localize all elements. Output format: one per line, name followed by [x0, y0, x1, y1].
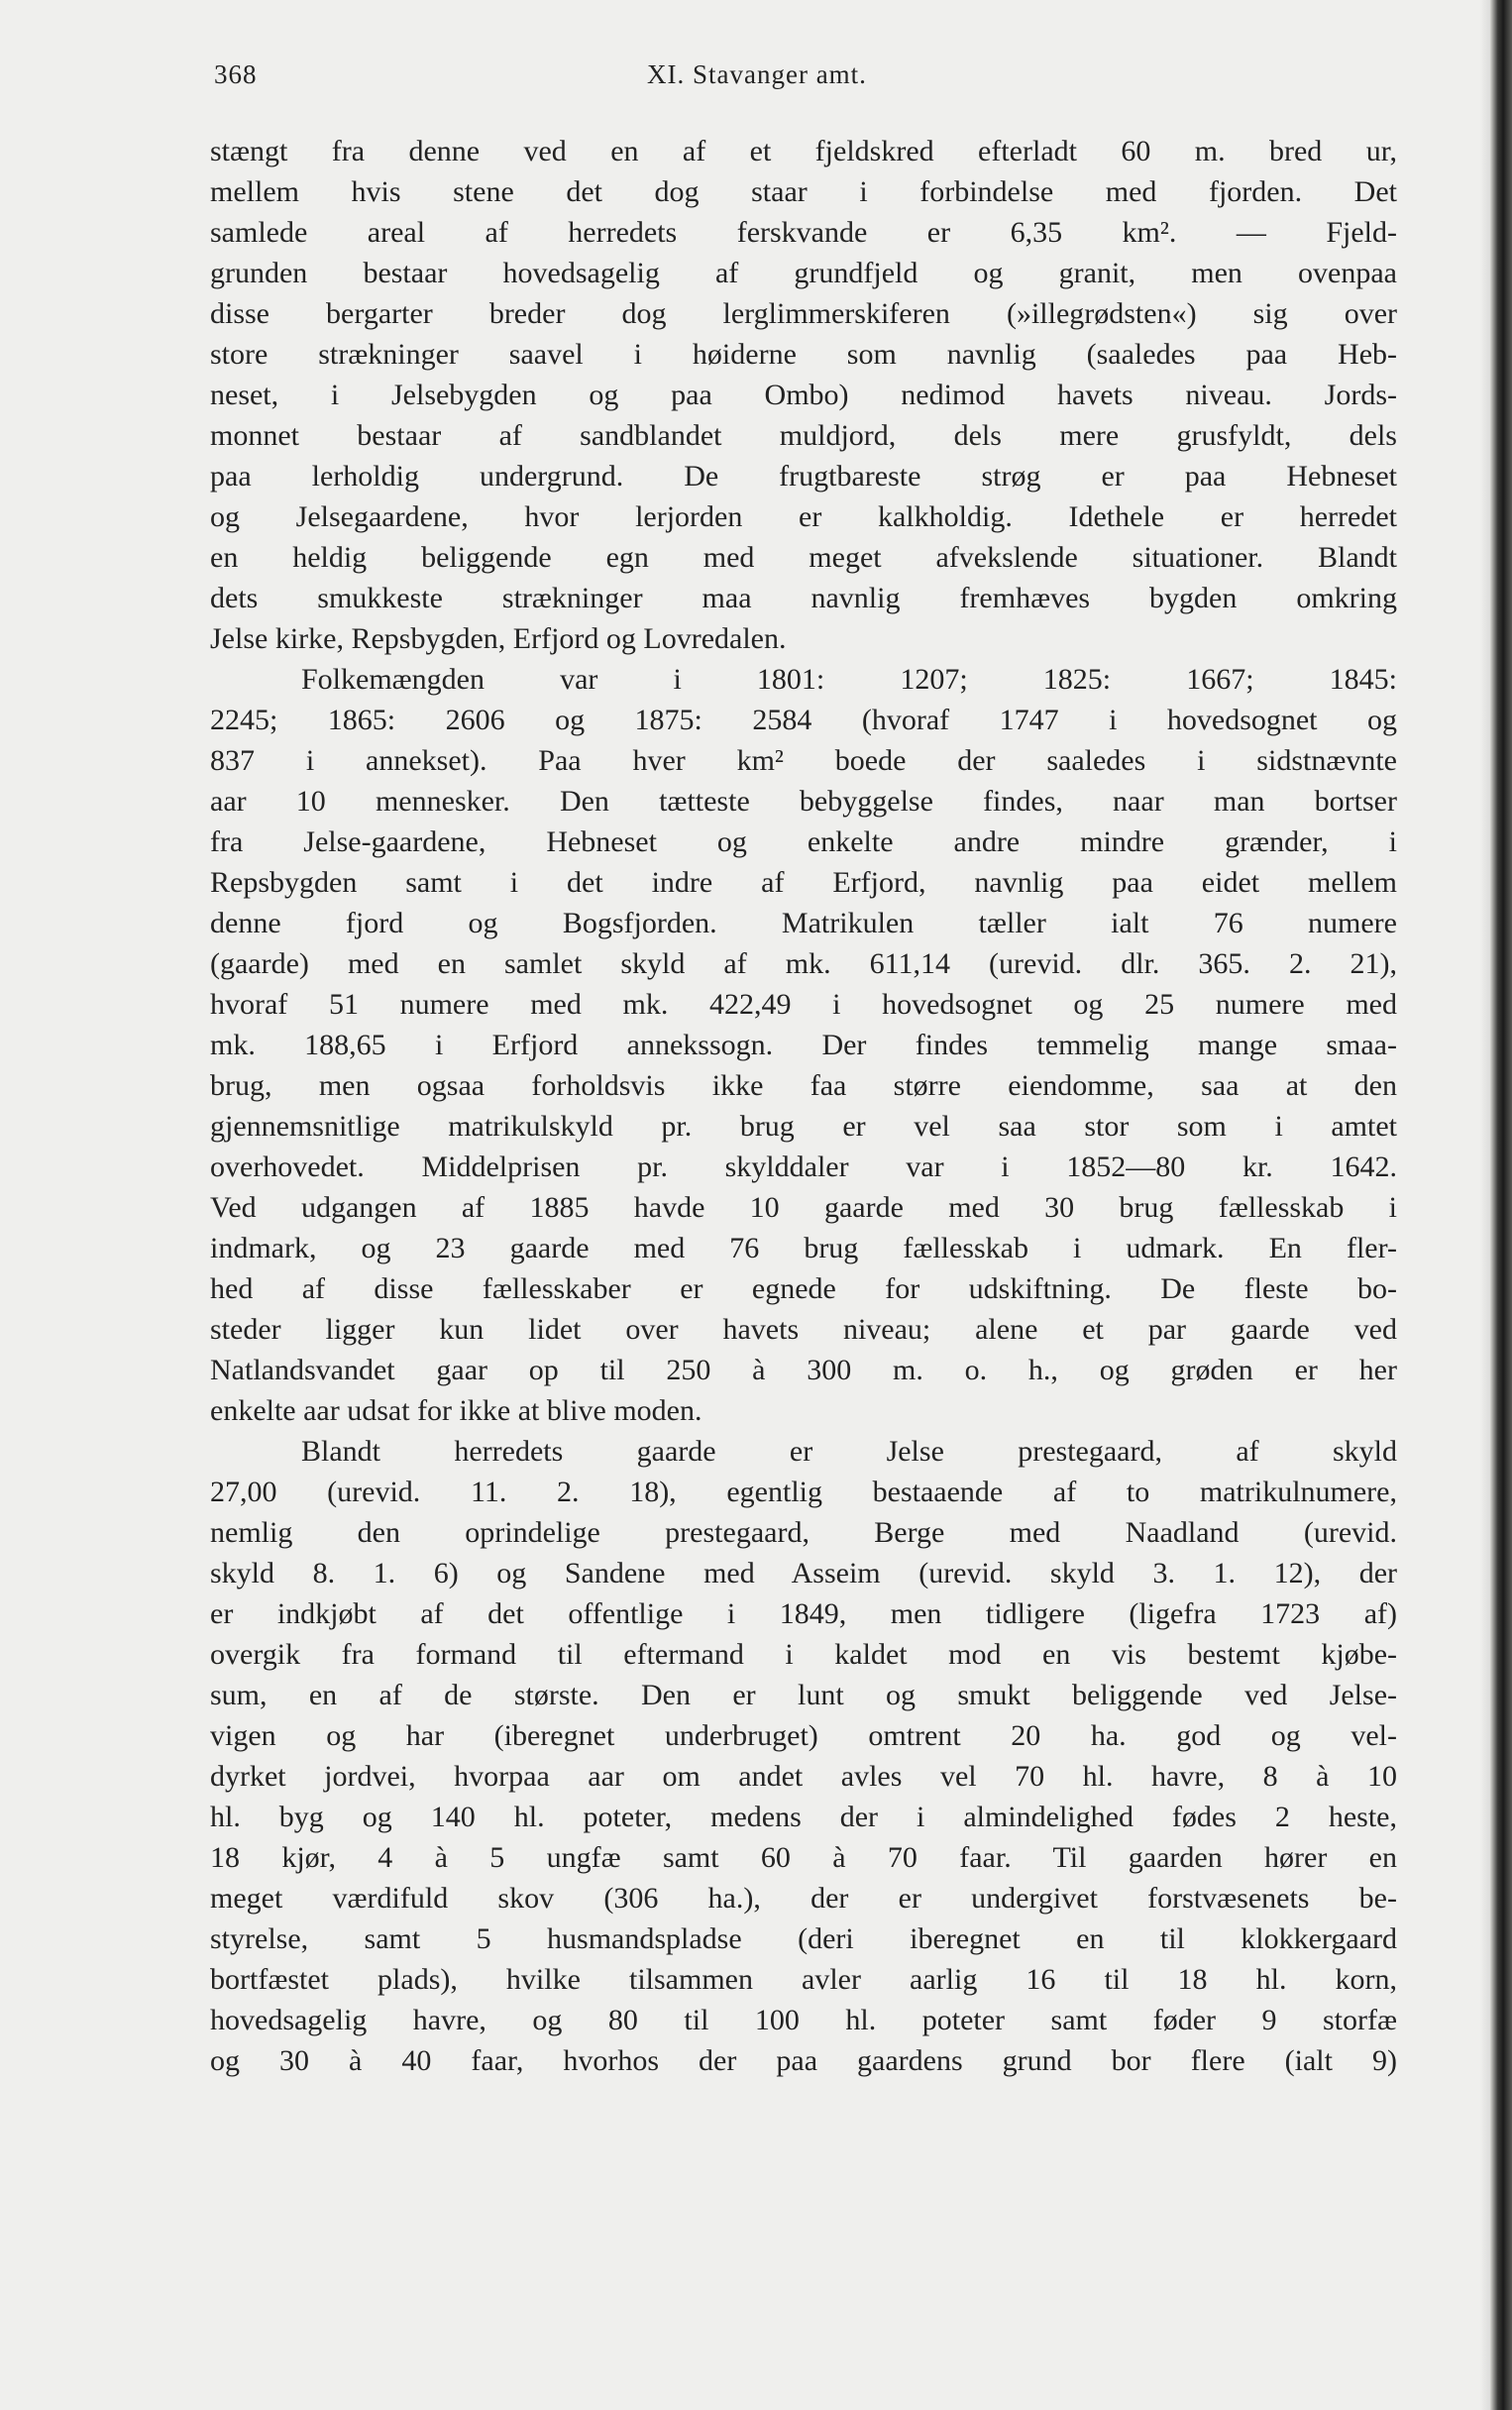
text-line: sum, en af de største. Den er lunt og smukt beliggende ved Jelse-: [210, 1679, 1397, 1711]
text-line: aar 10 mennesker. Den tætteste bebyggelse findes, naar man bortser: [210, 785, 1397, 818]
text-line: store strækninger saavel i høiderne som navnlig (saaledes paa Heb-: [210, 338, 1397, 371]
text-line: indmark, og 23 gaarde med 76 brug fællesskab i udmark. En fler-: [210, 1232, 1397, 1264]
text-line: steder ligger kun lidet over havets niveau; alene et par gaarde ved: [210, 1313, 1397, 1346]
text-line: gjennemsnitlige matrikulskyld pr. brug er vel saa stor som i amtet: [210, 1110, 1397, 1143]
text-line: disse bergarter breder dog lerglimmerskiferen (»illegrødsten«) sig over: [210, 297, 1397, 330]
text-line: paa lerholdig undergrund. De frugtbareste strøg er paa Hebneset: [210, 460, 1397, 493]
text-line: denne fjord og Bogsfjorden. Matrikulen tæller ialt 76 numere: [210, 907, 1397, 939]
text-line: nemlig den oprindelige prestegaard, Berge med Naadland (urevid.: [210, 1516, 1397, 1549]
page-header: [214, 59, 1393, 99]
text-line: hed af disse fællesskaber er egnede for udskiftning. De fleste bo-: [210, 1272, 1397, 1305]
page-edge-shadow: [1480, 0, 1490, 2410]
text-line: hovedsagelig havre, og 80 til 100 hl. poteter samt føder 9 storfæ: [210, 2004, 1397, 2036]
text-line: 18 kjør, 4 à 5 ungfæ samt 60 à 70 faar. Til gaarden hører en: [210, 1841, 1397, 1874]
text-line: hvoraf 51 numere med mk. 422,49 i hovedsognet og 25 numere med: [210, 988, 1397, 1021]
text-line: brug, men ogsaa forholdsvis ikke faa større eiendomme, saa at den: [210, 1069, 1397, 1102]
text-line: grunden bestaar hovedsagelig af grundfjeld og granit, men ovenpaa: [210, 257, 1397, 289]
text-line: Folkemængden var i 1801: 1207; 1825: 1667; 1845:: [301, 663, 1397, 696]
text-line: monnet bestaar af sandblandet muldjord, dels mere grusfyldt, dels: [210, 419, 1397, 452]
text-line: styrelse, samt 5 husmandspladse (deri iberegnet en til klokkergaard: [210, 1922, 1397, 1955]
text-line: en heldig beliggende egn med meget afvekslende situationer. Blandt: [210, 541, 1397, 574]
text-line: Repsbygden samt i det indre af Erfjord, navnlig paa eidet mellem: [210, 866, 1397, 899]
page-number: 368: [214, 59, 258, 89]
text-line: 837 i annekset). Paa hver km² boede der saaledes i sidstnævnte: [210, 744, 1397, 777]
text-line: Ved udgangen af 1885 havde 10 gaarde med 30 brug fællesskab i: [210, 1191, 1397, 1224]
text-line: Natlandsvandet gaar op til 250 à 300 m. o. h., og grøden er her: [210, 1354, 1397, 1386]
text-line: og 30 à 40 faar, hvorhos der paa gaardens grund bor flere (ialt 9): [210, 2044, 1397, 2077]
body-text: [210, 131, 1397, 2081]
text-line: stængt fra denne ved en af et fjeldskred efterladt 60 m. bred ur,: [210, 135, 1397, 167]
text-line: enkelte aar udsat for ikke at blive moden.: [210, 1394, 702, 1427]
text-line: er indkjøbt af det offentlige i 1849, men tidligere (ligefra 1723 af): [210, 1597, 1397, 1630]
text-line: dyrket jordvei, hvorpaa aar om andet avles vel 70 hl. havre, 8 à 10: [210, 1760, 1397, 1793]
running-head: XI. Stavanger amt.: [647, 59, 867, 89]
text-line: overgik fra formand til eftermand i kaldet mod en vis bestemt kjøbe-: [210, 1638, 1397, 1671]
text-line: bortfæstet plads), hvilke tilsammen avler aarlig 16 til 18 hl. korn,: [210, 1963, 1397, 1996]
text-line: (gaarde) med en samlet skyld af mk. 611,14 (urevid. dlr. 365. 2. 21),: [210, 947, 1397, 980]
text-line: overhovedet. Middelprisen pr. skylddaler var i 1852—80 kr. 1642.: [210, 1150, 1397, 1183]
text-line: dets smukkeste strækninger maa navnlig fremhæves bygden omkring: [210, 582, 1397, 614]
text-line: hl. byg og 140 hl. poteter, medens der i almindelighed fødes 2 heste,: [210, 1801, 1397, 1833]
text-line: 27,00 (urevid. 11. 2. 18), egentlig bestaaende af to matrikulnumere,: [210, 1476, 1397, 1508]
text-line: mk. 188,65 i Erfjord annekssogn. Der findes temmelig mange smaa-: [210, 1029, 1397, 1061]
text-line: Jelse kirke, Repsbygden, Erfjord og Lovredalen.: [210, 622, 787, 655]
text-line: Blandt herredets gaarde er Jelse prestegaard, af skyld: [301, 1435, 1397, 1468]
text-line: skyld 8. 1. 6) og Sandene med Asseim (urevid. skyld 3. 1. 12), der: [210, 1557, 1397, 1589]
text-line: samlede areal af herredets ferskvande er 6,35 km². — Fjeld-: [210, 216, 1397, 249]
page-binding-edge: [1490, 0, 1512, 2410]
text-line: vigen og har (iberegnet underbruget) omtrent 20 ha. god og vel-: [210, 1719, 1397, 1752]
text-line: 2245; 1865: 2606 og 1875: 2584 (hvoraf 1747 i hovedsognet og: [210, 704, 1397, 736]
text-line: neset, i Jelsebygden og paa Ombo) nedimod havets niveau. Jords-: [210, 379, 1397, 411]
text-line: fra Jelse-gaardene, Hebneset og enkelte andre mindre grænder, i: [210, 825, 1397, 858]
text-line: og Jelsegaardene, hvor lerjorden er kalkholdig. Idethele er herredet: [210, 500, 1397, 533]
text-line: mellem hvis stene det dog staar i forbindelse med fjorden. Det: [210, 175, 1397, 208]
text-line: meget værdifuld skov (306 ha.), der er undergivet forstvæsenets be-: [210, 1882, 1397, 1915]
